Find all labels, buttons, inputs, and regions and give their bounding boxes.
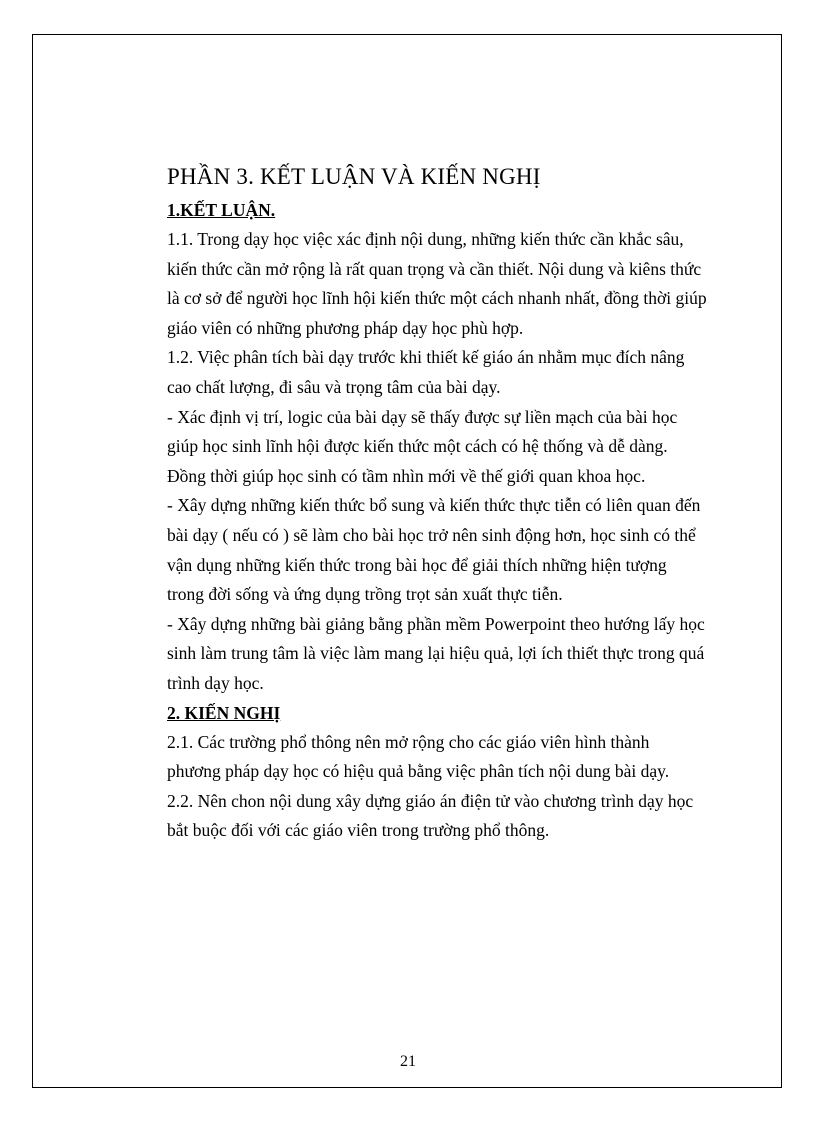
document-body	[167, 160, 707, 846]
paragraph-bullet-knowledge: - Xây dựng những kiến thức bổ sung và kiến thức thực tiễn có liên quan đến bài dạy ( nếu có ) sẽ làm cho bài học trở nên sinh động hơn, học sinh có thể vận dụng những kiến thức trong bài học để giải thích những hiện tượng trong đời sống và ứng dụng trồng trọt sản xuất thực tiễn.	[167, 495, 701, 605]
paragraph-2-2: 2.2. Nên chon nội dung xây dựng giáo án điện tử vào chương trình dạy học bắt buộc đối với các giáo viên trong trường phổ thông.	[167, 790, 694, 841]
paragraph-2-1: 2.1. Các trường phổ thông nên mở rộng cho các giáo viên hình thành phương pháp dạy học có hiệu quả bằng việc phân tích nội dung bài dạy.	[167, 731, 670, 782]
page-number: 21	[400, 1053, 416, 1070]
section-heading-recommendation: 2. KIẾN NGHỊ	[167, 702, 281, 723]
paragraph-bullet-position: - Xác định vị trí, logic của bài dạy sẽ thấy được sự liền mạch của bài học giúp học sinh lĩnh hội được kiến thức một cách có hệ thống và dễ dàng. Đồng thời giúp học sinh có tầm nhìn mới về thế giới quan khoa học.	[167, 406, 678, 486]
page-title: PHẦN 3. KẾT LUẬN VÀ KIẾN NGHỊ	[167, 164, 541, 189]
paragraph-1-2: 1.2. Việc phân tích bài dạy trước khi thiết kế giáo án nhằm mục đích nâng cao chất lượng, đi sâu và trọng tâm của bài dạy.	[167, 347, 685, 397]
section-recommendation	[167, 699, 707, 846]
section-heading-conclusion: 1.KẾT LUẬN.	[167, 200, 276, 220]
paragraph-bullet-powerpoint: - Xây dựng những bài giảng bằng phần mềm Powerpoint theo hướng lấy học sinh làm trung tâm là việc làm mang lại hiệu quả, lợi ích thiết thực trong quá trình dạy học.	[167, 613, 705, 693]
paragraph-1-1: 1.1. Trong dạy học việc xác định nội dung, những kiến thức cần khắc sâu, kiến thức cần mở rộng là rất quan trọng và cần thiết. Nội dung và kiêns thức là cơ sở để người học lĩnh hội kiến thức một cách nhanh nhất, đồng thời giúp giáo viên có những phương pháp dạy học phù hợp.	[167, 229, 707, 338]
section-conclusion	[167, 196, 707, 699]
